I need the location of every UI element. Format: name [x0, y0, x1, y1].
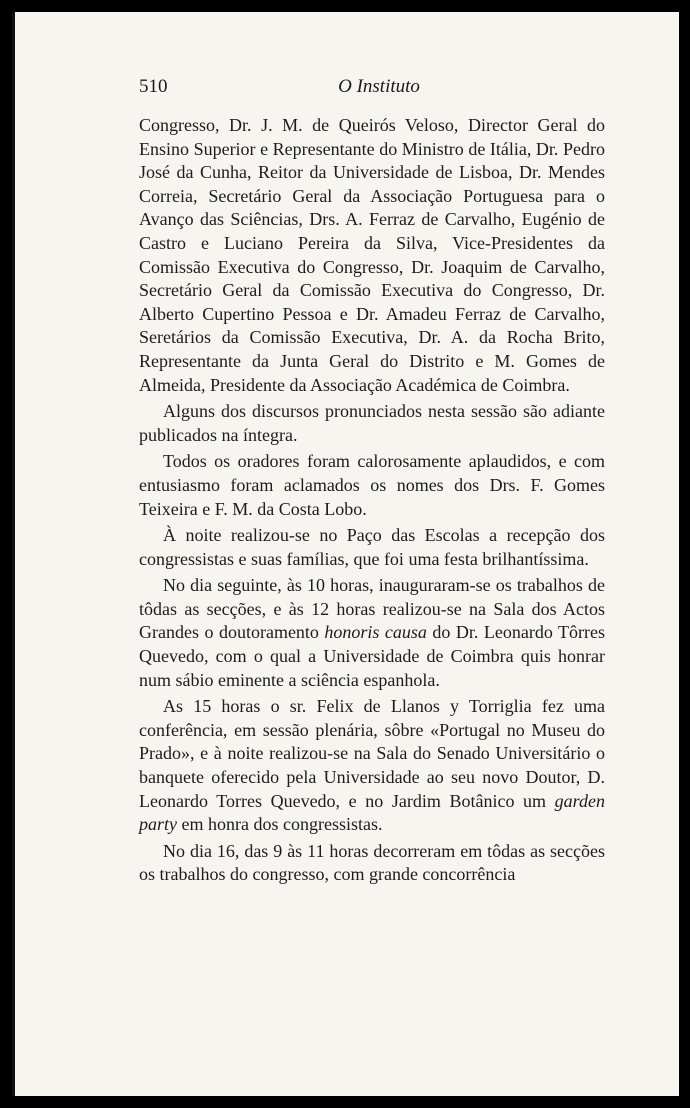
paragraph-day-16: No dia 16, das 9 às 11 horas decorreram em tôdas as secções os trabalhos do congresso, com grande concorrência — [139, 840, 605, 885]
paragraph-conference-before: As 15 horas o sr. Felix de Llanos y Torriglia fez uma conferência, em sessão plenária, sôbre «Portugal no Museu do Prado», e à noite realizou-se na Sala do Senado Universitário o banquete oferecido pela Universidade ao seu novo Doutor, D. Leonardo Torres Quevedo, e no Jardim Botânico um — [139, 696, 605, 811]
paragraph-conference-italic: garden party — [139, 790, 605, 835]
paragraph-reception: À noite realizou-se no Paço das Escolas a recepção dos congressistas e suas famílias, que foi uma festa brilhantíssima. — [139, 525, 605, 569]
book-page — [12, 12, 679, 1096]
paragraph-doctorate-before: No dia seguinte, às 10 horas, inauguraram-se os trabalhos de tôdas as secções, e às 12 horas realizou-se na Sala dos Actos Grandes o doutoramento — [139, 575, 605, 643]
paragraph-doctorate-italic: honoris causa — [324, 622, 427, 643]
paragraph-conference — [139, 695, 605, 837]
page-number: 510 — [139, 76, 168, 97]
paragraph-attendees: Congresso, Dr. J. M. de Queirós Veloso, Director Geral do Ensino Superior e Representante do Ministro de Itália, Dr. Pedro José da Cunha, Reitor da Universidade de Lisboa, Dr. Mendes Correia, Secretário Geral da Associação Portuguesa para o Avanço das Sciências, Drs. A. Ferraz de Carvalho, Eugénio de Castro e Luciano Pereira da Silva, Vice-Presidentes da Comissão Executiva do Congresso, Dr. Joaquim de Carvalho, Secretário Geral da Comissão Executiva do Congresso, Dr. Alberto Cupertino Pessoa e Dr. Amadeu Ferraz de Carvalho, Seretários da Comissão Executiva, Dr. A. da Rocha Brito, Representante da Junta Geral do Distrito e M. Gomes de Almeida, Presidente da Associação Académica de Coimbra. — [139, 115, 605, 395]
paragraph-applause: Todos os oradores foram calorosamente aplaudidos, e com entusiasmo foram aclamados os nomes dos Drs. F. Gomes Teixeira e F. M. da Costa Lobo. — [139, 451, 605, 519]
paragraph-doctorate — [139, 574, 605, 692]
paragraph-speeches: Alguns dos discursos pronunciados nesta sessão são adiante publicados na íntegra. — [139, 401, 605, 445]
running-title: O Instituto — [338, 76, 420, 97]
page-header — [139, 76, 619, 106]
paragraph-conference-after: em honra dos congressistas. — [177, 814, 383, 835]
paragraph-doctorate-after: do Dr. Leonardo Tôrres Quevedo, com o qual a Universidade de Coimbra quis honrar num sábio eminente a sciência espanhola. — [139, 622, 605, 690]
body-text — [139, 114, 605, 890]
